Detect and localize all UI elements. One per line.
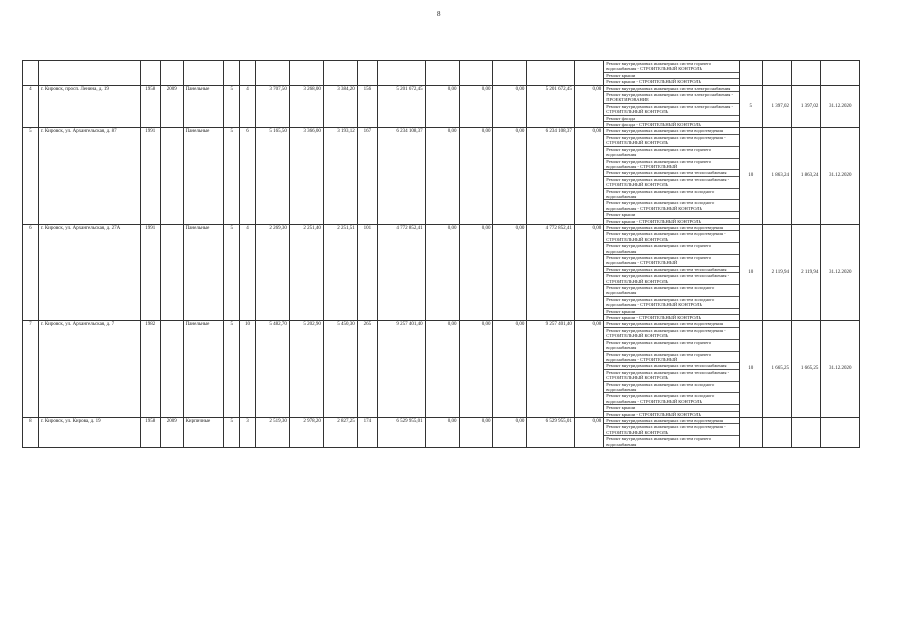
wall-material: Панельные	[183, 128, 224, 225]
page-number: 8	[437, 10, 441, 18]
deadline: 31.12.2020	[821, 128, 860, 225]
year-repair	[160, 128, 183, 225]
work-item: Ремонт внутридомовых инженерных систем холодного водоснабжения - СТРОИТЕЛЬНЫЙ КОНТРОЛЬ	[604, 393, 739, 405]
fund-federal: 0,00	[425, 321, 459, 418]
area-residential: 2 827,25	[323, 417, 357, 447]
work-item: Ремонт внутридомовых инженерных систем горячего водоснабжения - СТРОИТЕЛЬНЫЙ	[604, 352, 739, 364]
work-item: Ремонт внутридомовых инженерных систем водоотведения - СТРОИТЕЛЬНЫЙ КОНТРОЛЬ	[604, 424, 739, 436]
spec-count: 10	[739, 321, 762, 418]
deadline: 31.12.2020	[821, 224, 860, 321]
wall-material: Панельные	[183, 85, 224, 128]
table-row	[23, 61, 860, 86]
cost-total: 6 234 108,37	[378, 128, 426, 225]
work-item: Ремонт фасада	[604, 116, 739, 122]
fund-owners: 6 529 955,01	[527, 417, 575, 447]
work-item: Ремонт внутридомовых инженерных систем горячего водоснабжения	[604, 147, 739, 159]
table-row	[23, 128, 860, 225]
residents: 101	[357, 224, 377, 321]
work-item: Ремонт внутридомовых инженерных систем горячего водоснабжения	[606, 436, 712, 447]
other-funds: 0,00	[574, 128, 603, 225]
work-item: Ремонт внутридомовых инженерных систем горячего водоснабжения - СТРОИТЕЛЬНЫЙ	[604, 255, 739, 267]
floors: 5	[224, 321, 240, 418]
table-row	[23, 224, 860, 321]
work-item: Ремонт внутридомовых инженерных систем электроснабжения - СТРОИТЕЛЬНЫЙ КОНТРОЛЬ	[604, 104, 739, 116]
year-repair: 2009	[160, 85, 183, 128]
fund-federal: 0,00	[425, 224, 459, 321]
deadline: 31.12.2020	[821, 321, 860, 418]
work-item: Ремонт внутридомовых инженерных систем водоотведения - СТРОИТЕЛЬНЫЙ КОНТРОЛЬ	[604, 231, 739, 243]
total-area: 2 519,30	[255, 417, 289, 447]
wall-material: Панельные	[183, 224, 224, 321]
area-living: 3 268,00	[289, 85, 323, 128]
area-living: 3 366,00	[289, 128, 323, 225]
residents: 167	[357, 128, 377, 225]
row-number: 5	[23, 128, 39, 225]
residents: 265	[357, 321, 377, 418]
max-cost: 1 397,02	[792, 85, 821, 128]
fund-owners: 9 257 401,40	[527, 321, 575, 418]
other-funds: 0,00	[574, 85, 603, 128]
fund-local: 0,00	[493, 321, 527, 418]
spec-cost: 1 863,24	[762, 128, 791, 225]
total-area: 5 165,50	[255, 128, 289, 225]
work-item: Ремонт фасада - СТРОИТЕЛЬНЫЙ КОНТРОЛЬ	[606, 122, 702, 128]
other-funds: 0,00	[574, 417, 603, 447]
address: г. Кировск, ул. Архангельская, д. 27А	[38, 224, 140, 321]
deadline: 31.12.2020	[821, 85, 860, 128]
fund-regional: 0,00	[459, 224, 493, 321]
work-item: Ремонт внутридомовых инженерных систем водоотведения	[604, 128, 739, 134]
work-item: Ремонт внутридомовых инженерных систем теплоснабжения	[604, 267, 739, 273]
year-repair	[160, 321, 183, 418]
max-cost: 1 665,25	[792, 321, 821, 418]
work-item: Ремонт внутридомовых инженерных систем холодного водоснабжения	[604, 382, 739, 394]
address: г. Кировск, ул. Архангельская, д. 7	[38, 321, 140, 418]
fund-owners: 6 234 108,37	[527, 128, 575, 225]
works-cell	[604, 321, 740, 418]
fund-federal: 0,00	[425, 128, 459, 225]
deadline	[821, 417, 860, 447]
entrances: 6	[240, 128, 256, 225]
entrances: 10	[240, 321, 256, 418]
spec-cost: 1 665,25	[762, 321, 791, 418]
residents: 156	[357, 85, 377, 128]
works-cell	[604, 85, 740, 128]
other-funds: 0,00	[574, 321, 603, 418]
area-living: 2 251,40	[289, 224, 323, 321]
spec-cost: 1 397,02	[762, 85, 791, 128]
row-number: 7	[23, 321, 39, 418]
fund-federal: 0,00	[425, 417, 459, 447]
work-item: Ремонт внутридомовых инженерных систем водоотведения	[604, 225, 739, 231]
address: г. Кировск, ул. Кирова, д. 19	[38, 417, 140, 447]
work-item: Ремонт крыши	[604, 309, 739, 315]
area-residential: 3 193,12	[323, 128, 357, 225]
work-item: Ремонт крыши - СТРОИТЕЛЬНЫЙ КОНТРОЛЬ	[606, 79, 702, 85]
works-cell	[604, 61, 740, 86]
work-item: Ремонт внутридомовых инженерных систем холодного водоснабжения	[604, 285, 739, 297]
year-repair: 2009	[160, 417, 183, 447]
cost-total: 5 201 672,45	[378, 85, 426, 128]
work-item: Ремонт внутридомовых инженерных систем теплоснабжения	[604, 363, 739, 369]
year-built: 1958	[140, 85, 160, 128]
area-residential: 3 384,20	[323, 85, 357, 128]
work-item: Ремонт внутридомовых инженерных систем водоотведения	[604, 321, 739, 327]
work-item: Ремонт внутридомовых инженерных систем холодного водоснабжения	[604, 189, 739, 201]
year-built: 1991	[140, 224, 160, 321]
entrances: 3	[240, 417, 256, 447]
work-item: Ремонт внутридомовых инженерных систем горячего водоснабжения	[604, 340, 739, 352]
cost-total: 4 772 852,41	[378, 224, 426, 321]
year-built: 1982	[140, 321, 160, 418]
works-cell	[604, 224, 740, 321]
works-cell	[604, 417, 740, 447]
fund-regional: 0,00	[459, 321, 493, 418]
repair-program-table	[22, 60, 860, 448]
work-item: Ремонт внутридомовых инженерных систем водоотведения - СТРОИТЕЛЬНЫЙ КОНТРОЛЬ	[604, 328, 739, 340]
cost-total: 9 257 401,40	[378, 321, 426, 418]
year-repair	[160, 224, 183, 321]
work-item: Ремонт внутридомовых инженерных систем электроснабжения	[604, 86, 739, 92]
spec-count: 10	[739, 128, 762, 225]
work-item: Ремонт крыши - СТРОИТЕЛЬНЫЙ КОНТРОЛЬ	[606, 218, 702, 224]
area-living: 2 978,20	[289, 417, 323, 447]
work-item: Ремонт внутридомовых инженерных систем теплоснабжения - СТРОИТЕЛЬНЫЙ КОНТРОЛЬ	[604, 370, 739, 382]
floors: 5	[224, 224, 240, 321]
max-cost	[792, 417, 821, 447]
spec-count	[739, 417, 762, 447]
cost-total: 6 529 955,01	[378, 417, 426, 447]
entrances: 4	[240, 85, 256, 128]
table-row	[23, 321, 860, 418]
fund-owners: 5 201 672,45	[527, 85, 575, 128]
other-funds: 0,00	[574, 224, 603, 321]
row-number: 4	[23, 85, 39, 128]
table-row	[23, 417, 860, 447]
year-built: 1958	[140, 417, 160, 447]
fund-owners: 4 772 852,41	[527, 224, 575, 321]
residents: 174	[357, 417, 377, 447]
max-cost: 2 119,94	[792, 224, 821, 321]
address: г. Кировск, ул. Архангельская, д. 87	[38, 128, 140, 225]
spec-count: 5	[739, 85, 762, 128]
fund-local: 0,00	[493, 85, 527, 128]
work-item: Ремонт внутридомовых инженерных систем горячего водоснабжения	[604, 243, 739, 255]
entrances: 4	[240, 224, 256, 321]
work-item: Ремонт внутридомовых инженерных систем холодного водоснабжения - СТРОИТЕЛЬНЫЙ КОНТРОЛЬ	[604, 297, 739, 309]
floors: 5	[224, 85, 240, 128]
total-area: 2 269,30	[255, 224, 289, 321]
area-residential: 5 450,30	[323, 321, 357, 418]
spec-count: 10	[739, 224, 762, 321]
work-item: Ремонт крыши - СТРОИТЕЛЬНЫЙ КОНТРОЛЬ	[606, 411, 702, 417]
row-number: 6	[23, 224, 39, 321]
floors: 5	[224, 128, 240, 225]
total-area: 5 482,70	[255, 321, 289, 418]
area-living: 5 202,90	[289, 321, 323, 418]
works-cell	[604, 128, 740, 225]
year-built: 1991	[140, 128, 160, 225]
wall-material: Панельные	[183, 321, 224, 418]
spec-cost: 2 119,94	[762, 224, 791, 321]
wall-material: Кирпичные	[183, 417, 224, 447]
floors: 5	[224, 417, 240, 447]
area-residential: 2 251,51	[323, 224, 357, 321]
work-item: Ремонт внутридомовых инженерных систем водоотведения - СТРОИТЕЛЬНЫЙ КОНТРОЛЬ	[604, 135, 739, 147]
work-item: Ремонт внутридомовых инженерных систем холодного водоснабжения - СТРОИТЕЛЬНЫЙ КОНТРОЛЬ	[604, 200, 739, 212]
row-number: 8	[23, 417, 39, 447]
work-item: Ремонт внутридомовых инженерных систем теплоснабжения - СТРОИТЕЛЬНЫЙ КОНТРОЛЬ	[604, 273, 739, 285]
address: г. Кировск, просп. Ленина, д. 19	[38, 85, 140, 128]
work-item: Ремонт внутридомовых инженерных систем теплоснабжения - СТРОИТЕЛЬНЫЙ КОНТРОЛЬ	[604, 177, 739, 189]
fund-regional: 0,00	[459, 128, 493, 225]
work-item: Ремонт крыши	[604, 212, 739, 218]
max-cost: 1 863,24	[792, 128, 821, 225]
work-item: Ремонт крыши	[604, 73, 739, 79]
work-item: Ремонт внутридомовых инженерных систем теплоснабжения	[604, 170, 739, 176]
fund-local: 0,00	[493, 417, 527, 447]
fund-federal: 0,00	[425, 85, 459, 128]
work-item: Ремонт крыши - СТРОИТЕЛЬНЫЙ КОНТРОЛЬ	[606, 315, 702, 321]
fund-regional: 0,00	[459, 417, 493, 447]
spec-cost	[762, 417, 791, 447]
table-body	[23, 61, 860, 448]
work-item: Ремонт внутридомовых инженерных систем горячего водоснабжения - СТРОИТЕЛЬНЫЙ	[604, 159, 739, 171]
fund-regional: 0,00	[459, 85, 493, 128]
work-item: Ремонт крыши	[604, 405, 739, 411]
work-item: Ремонт внутридомовых инженерных систем горячего водоснабжения - СТРОИТЕЛЬНЫЙ КОНТРОЛЬ	[604, 61, 739, 73]
work-item: Ремонт внутридомовых инженерных систем электроснабжения - ПРОЕКТИРОВАНИЕ	[604, 92, 739, 104]
fund-local: 0,00	[493, 128, 527, 225]
work-item: Ремонт внутридомовых инженерных систем водоотведения	[604, 418, 739, 424]
table-row	[23, 85, 860, 128]
fund-local: 0,00	[493, 224, 527, 321]
total-area: 3 707,50	[255, 85, 289, 128]
